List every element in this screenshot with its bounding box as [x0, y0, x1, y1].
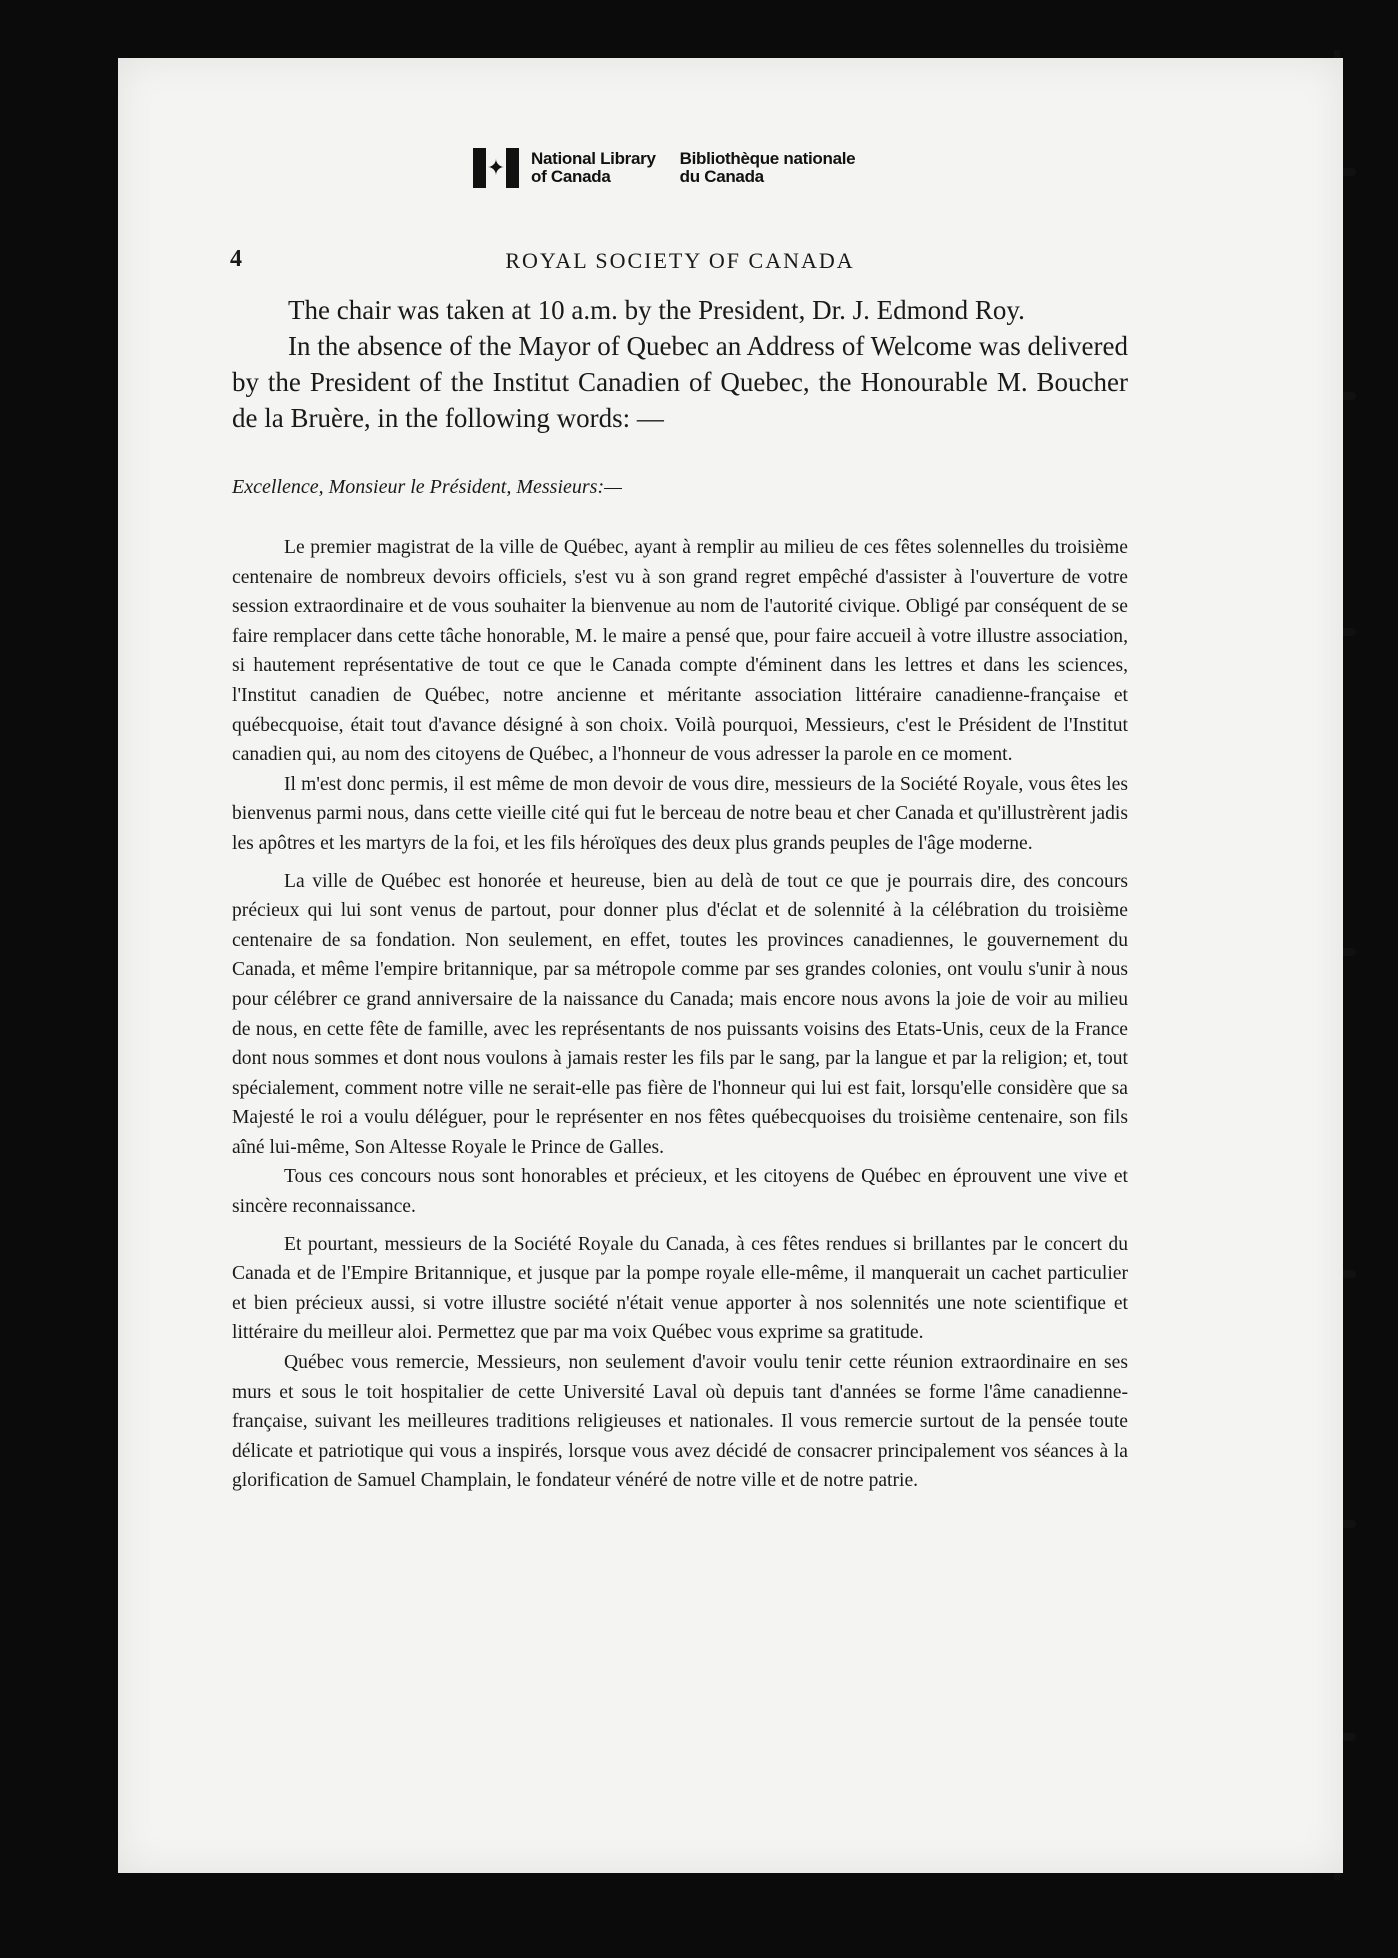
address-paragraph: Il m'est donc permis, il est même de mon devoir de vous dire, messieurs de la Société Royale, vous êtes les bienvenus parmi nous, dans cette vieille cité qui fut le berceau de notre beau et cher Canada et qu'illustrèrent jadis les apôtres et les martyrs de la foi, et les fils héroïques des deux plus grands peuples de l'âge moderne.	[232, 773, 1128, 854]
running-title: ROYAL SOCIETY OF CANADA	[505, 248, 855, 273]
library-name-fr: Bibliothèque nationale du Canada	[679, 149, 856, 186]
library-name-en: National Library of Canada	[531, 149, 656, 186]
canada-flag-icon	[473, 148, 519, 188]
address-salutation: Excellence, Monsieur le Président, Messieurs:—	[232, 476, 622, 498]
welcome-address	[232, 533, 1128, 1496]
address-paragraph: Québec vous remercie, Messieurs, non seulement d'avoir voulu tenir cette réunion extraordinaire en ses murs et sous le toit hospitalier de cette Université Laval où depuis tant d'années se forme l'âme canadienne-française, suivant les meilleures traditions religieuses et nationales. Il vous remercie surtout de la pensée toute délicate et patriotique qui vous a inspirés, lorsque vous avez décidé de consacrer principalement vos séances à la glorification de Samuel Champlain, le fondateur vénéré de notre ville et de notre patrie.	[232, 1352, 1128, 1492]
address-paragraph: Et pourtant, messieurs de la Société Royale du Canada, à ces fêtes rendues si brillantes par le concert du Canada et de l'Empire Britannique, et jusque par la pompe royale elle-même, il manquerait un cachet particulier et bien précieux aussi, si votre illustre société n'était venue apporter à nos solennités une note scientifique et littéraire du meilleur aloi. Permettez que par ma voix Québec vous exprime sa gratitude.	[232, 1233, 1128, 1344]
address-paragraph: Tous ces concours nous sont honorables et précieux, et les citoyens de Québec en éprouvent une vive et sincère reconnaissance.	[232, 1166, 1128, 1218]
intro-paragraph: The chair was taken at 10 a.m. by the President, Dr. J. Edmond Roy.	[288, 295, 1025, 325]
address-paragraph: Le premier magistrat de la ville de Québec, ayant à remplir au milieu de ces fêtes solennelles du troisième centenaire de nombreux devoirs officiels, s'est vu à son grand regret empêché d'assister à l'ouverture de votre session extraordinaire et de vous souhaiter la bienvenue au nom de l'autorité civique. Obligé par conséquent de se faire remplacer dans cette tâche honorable, M. le maire a pensé que, pour faire accueil à votre illustre association, si hautement représentative de tout ce que le Canada compte d'éminent dans les lettres et dans les sciences, l'Institut canadien de Québec, notre ancienne et méritante association littéraire canadienne-française et québecquoise, était tout d'avance désigné à son choix. Voilà pourquoi, Messieurs, c'est le Président de l'Institut canadien qui, au nom des citoyens de Québec, a l'honneur de vous adresser la parole en ce moment.	[232, 537, 1128, 766]
intro-paragraph: In the absence of the Mayor of Quebec an Address of Welcome was delivered by the President of the Institut Canadien of Quebec, the Honourable M. Boucher de la Bruère, in the following words: —	[232, 331, 1128, 433]
page-number: 4	[230, 246, 242, 272]
maple-leaf-icon: ✦	[486, 155, 506, 181]
library-logo	[473, 146, 879, 190]
address-paragraph: La ville de Québec est honorée et heureuse, bien au delà de tout ce que je pourrais dire, des concours précieux qui lui sont venus de partout, pour donner plus d'éclat et de solennité à la célébration du troisième centenaire de sa fondation. Non seulement, en effet, toutes les provinces canadiennes, le gouvernement du Canada, et même l'empire britannique, par sa métropole comme par ses grandes colonies, ont voulu s'unir à nous pour célébrer ce grand anniversaire de la naissance du Canada; mais encore nous avons la joie de voir au milieu de nous, en cette fête de famille, avec les représentants de nos puissants voisins des Etats-Unis, ceux de la France dont nous sommes et dont nous voulons à jamais rester les fils par le sang, par la langue et par la religion; et, tout spécialement, comment notre ville ne serait-elle pas fière de l'honneur qui lui est fait, lorsqu'elle considère que sa Majesté le roi a voulu déléguer, pour le représenter en nos fêtes québecquoises du troisième centenaire, son fils aîné lui-même, Son Altesse Royale le Prince de Galles.	[232, 870, 1128, 1158]
page-content	[232, 292, 1128, 1496]
page-header	[230, 246, 1130, 276]
